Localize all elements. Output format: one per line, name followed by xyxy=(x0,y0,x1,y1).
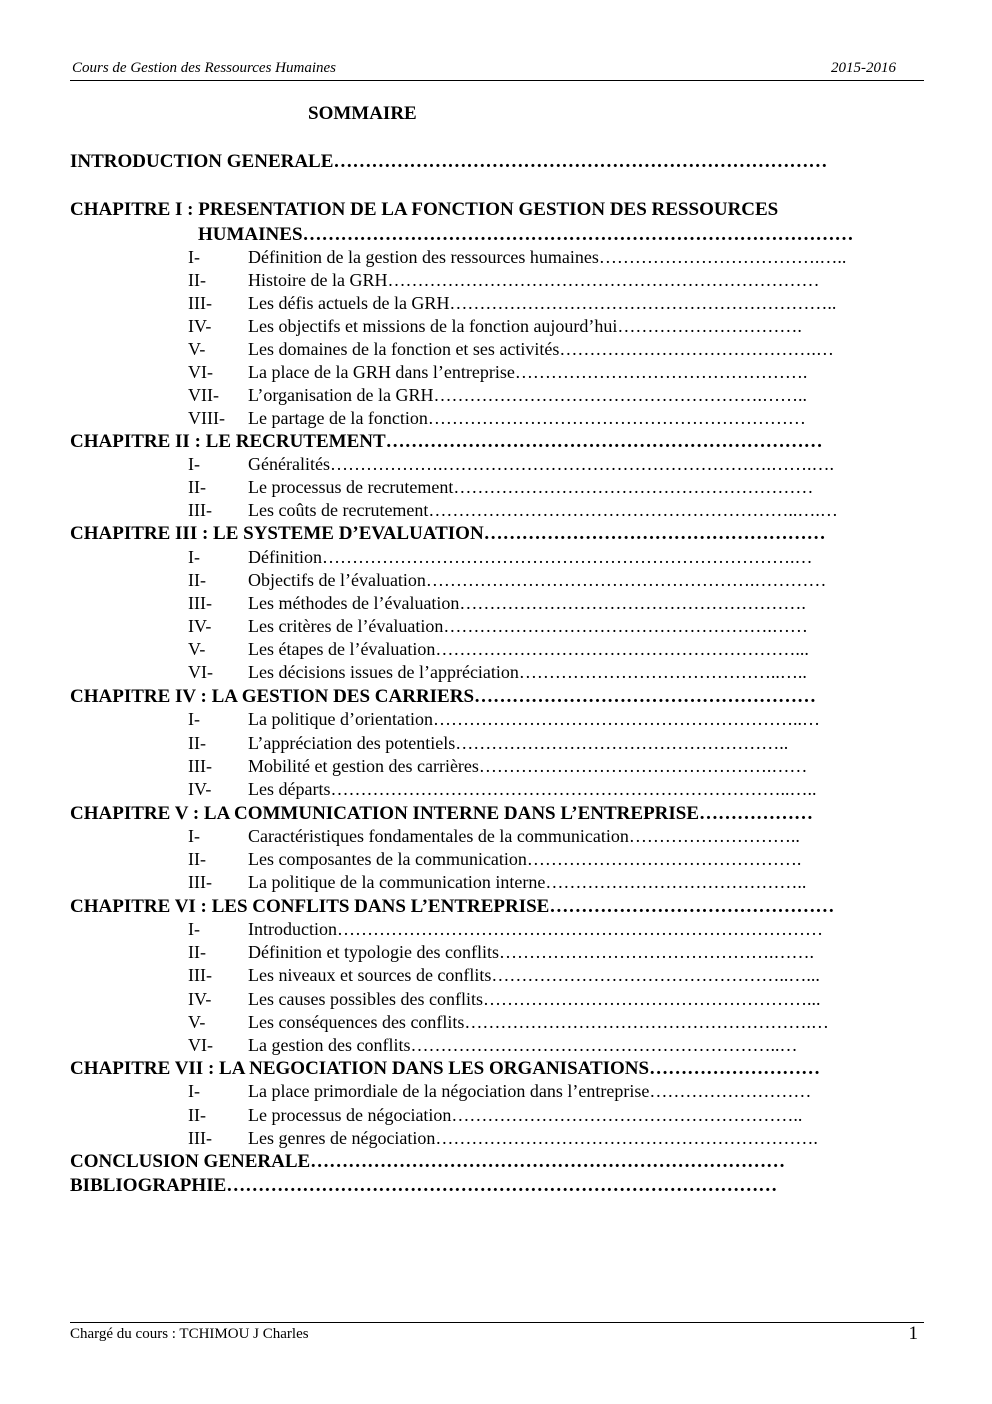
toc-section xyxy=(188,476,900,499)
toc-chapter-5: CHAPITRE V : LA COMMUNICATION INTERNE DANS L’ENTREPRISE……………… xyxy=(70,803,814,824)
toc-section xyxy=(188,1034,900,1057)
section-title: Les départs…………………………………………………………………..….. xyxy=(248,779,817,799)
section-number: III- xyxy=(188,1128,212,1148)
toc-introduction: INTRODUCTION GENERALE…………………………………………………………………… xyxy=(70,151,828,172)
toc-section xyxy=(188,732,900,755)
section-number: III- xyxy=(188,593,212,613)
section-title: Définition et typologie des conflits……………………………………….……. xyxy=(248,942,814,962)
section-title: Objectifs de l’évaluation……………………………………………….………… xyxy=(248,570,827,590)
section-number: II- xyxy=(188,1105,206,1125)
toc-conclusion: CONCLUSION GENERALE………………………………………………………………… xyxy=(70,1151,786,1172)
section-title: Les décisions issues de l’appréciation……………………………………..….. xyxy=(248,662,807,682)
section-number: II- xyxy=(188,733,206,753)
toc-section xyxy=(188,825,900,848)
toc-section xyxy=(188,1080,900,1103)
section-number: I- xyxy=(188,454,200,474)
section-number: VI- xyxy=(188,362,213,382)
section-title: Caractéristiques fondamentales de la communication……………………….. xyxy=(248,826,800,846)
toc-section xyxy=(188,755,900,778)
section-number: VIII- xyxy=(188,408,225,428)
section-number: I- xyxy=(188,247,200,267)
toc-section xyxy=(188,338,900,361)
toc-section xyxy=(188,361,900,384)
toc-section xyxy=(188,384,900,407)
section-number: IV- xyxy=(188,779,212,799)
toc-chapter-7: CHAPITRE VII : LA NEGOCIATION DANS LES ORGANISATIONS……………………… xyxy=(70,1058,821,1079)
page-number: 1 xyxy=(908,1323,918,1344)
academic-year: 2015-2016 xyxy=(831,60,896,76)
section-title: Les causes possibles des conflits………………………………………………... xyxy=(248,989,821,1009)
section-number: V- xyxy=(188,339,206,359)
section-number: IV- xyxy=(188,316,212,336)
section-title: Définition…………………………………………………………………….… xyxy=(248,547,813,567)
section-title: Les niveaux et sources de conflits…………………………………………..…... xyxy=(248,965,820,985)
toc-chapter-1-line-2: HUMAINES…………………………………………………………………………… xyxy=(198,224,854,245)
section-title: Histoire de la GRH……………………………………………………………… xyxy=(248,270,820,290)
section-number: III- xyxy=(188,756,212,776)
section-number: I- xyxy=(188,919,200,939)
toc-chapter-2: CHAPITRE II : LE RECRUTEMENT…………………………………………………………… xyxy=(70,431,823,452)
section-title: Les objectifs et missions de la fonction aujourd’hui…………………………. xyxy=(248,316,802,336)
section-number: II- xyxy=(188,942,206,962)
toc-chapter-6: CHAPITRE VI : LES CONFLITS DANS L’ENTREPRISE……………………………………… xyxy=(70,896,835,917)
toc-section xyxy=(188,1127,900,1150)
toc-section xyxy=(188,546,900,569)
section-number: V- xyxy=(188,1012,206,1032)
toc-section xyxy=(188,592,900,615)
toc-section xyxy=(188,1104,900,1127)
toc-section xyxy=(188,708,900,731)
toc-section xyxy=(188,964,900,987)
section-title: Généralités……………….……………………………………………….…….…. xyxy=(248,454,834,474)
toc-chapter-3: CHAPITRE III : LE SYSTEME D’EVALUATION……………………………………………… xyxy=(70,523,826,544)
toc-section xyxy=(188,499,900,522)
section-title: Définition de la gestion des ressources humaines……………………………….….. xyxy=(248,247,847,267)
section-number: II- xyxy=(188,270,206,290)
toc-bibliography: BIBLIOGRAPHIE…………………………………………………………………………… xyxy=(70,1175,778,1196)
page-title: SOMMAIRE xyxy=(308,103,417,124)
section-number: I- xyxy=(188,826,200,846)
instructor-name: Chargé du cours : TCHIMOU J Charles xyxy=(70,1326,309,1342)
toc-section xyxy=(188,848,900,871)
section-title: La politique d’orientation……………………………………………………..… xyxy=(248,709,820,729)
toc-section xyxy=(188,269,900,292)
section-number: IV- xyxy=(188,616,212,636)
toc-chapter-1-line-1: CHAPITRE I : PRESENTATION DE LA FONCTION GESTION DES RESSOURCES xyxy=(70,199,779,220)
toc-section xyxy=(188,778,900,801)
section-title: Le processus de négociation………………………………………………….. xyxy=(248,1105,803,1125)
section-title: La place primordiale de la négociation dans l’entreprise……………………… xyxy=(248,1081,812,1101)
section-title: Les défis actuels de la GRH……………………………………………………….. xyxy=(248,293,837,313)
toc-section xyxy=(188,638,900,661)
section-title: Les conséquences des conflits………………………………………………….… xyxy=(248,1012,829,1032)
section-number: III- xyxy=(188,965,212,985)
section-title: La gestion des conflits……………………………………………………..… xyxy=(248,1035,798,1055)
section-title: Le partage de la fonction……………………………………………………… xyxy=(248,408,806,428)
section-number: VII- xyxy=(188,385,219,405)
toc-section xyxy=(188,292,900,315)
section-title: Les domaines de la fonction et ses activités…………………………………….… xyxy=(248,339,834,359)
section-number: III- xyxy=(188,293,212,313)
page-header xyxy=(70,58,924,81)
section-title: L’appréciation des potentiels……………………………………………….. xyxy=(248,733,789,753)
section-title: Les méthodes de l’évaluation…………………………………………………. xyxy=(248,593,806,613)
section-title: Introduction……………………………………………………………………… xyxy=(248,919,823,939)
section-number: I- xyxy=(188,547,200,567)
section-title: La place de la GRH dans l’entreprise…………………………………………. xyxy=(248,362,808,382)
toc-section xyxy=(188,246,900,269)
course-title: Cours de Gestion des Ressources Humaines xyxy=(72,60,337,76)
toc-section xyxy=(188,1011,900,1034)
toc-section xyxy=(188,661,900,684)
section-number: I- xyxy=(188,709,200,729)
section-number: II- xyxy=(188,849,206,869)
section-number: II- xyxy=(188,477,206,497)
section-title: Les étapes de l’évaluation……………………………………………………... xyxy=(248,639,809,659)
section-title: Le processus de recrutement…………………………………………………… xyxy=(248,477,814,497)
section-number: II- xyxy=(188,570,206,590)
toc-chapter-4: CHAPITRE IV : LA GESTION DES CARRIERS……………………………………………… xyxy=(70,686,817,707)
section-number: III- xyxy=(188,872,212,892)
section-title: Les coûts de recrutement……………………………………………………..….… xyxy=(248,500,838,520)
toc-section xyxy=(188,569,900,592)
section-number: VI- xyxy=(188,1035,213,1055)
toc-section xyxy=(188,615,900,638)
toc-section xyxy=(188,918,900,941)
toc-section xyxy=(188,407,900,430)
page-footer xyxy=(70,1322,924,1344)
section-title: Mobilité et gestion des carrières………………………………………….…… xyxy=(248,756,808,776)
section-number: V- xyxy=(188,639,206,659)
toc-section xyxy=(188,871,900,894)
section-title: L’organisation de la GRH……………………………………………….…….. xyxy=(248,385,807,405)
toc-section xyxy=(188,941,900,964)
section-title: La politique de la communication interne…………………………………….. xyxy=(248,872,807,892)
section-number: VI- xyxy=(188,662,213,682)
section-number: IV- xyxy=(188,989,212,1009)
toc-section xyxy=(188,315,900,338)
section-title: Les composantes de la communication………………………………………. xyxy=(248,849,802,869)
section-number: III- xyxy=(188,500,212,520)
toc-section xyxy=(188,988,900,1011)
section-number: I- xyxy=(188,1081,200,1101)
section-title: Les critères de l’évaluation……………………………………………….…… xyxy=(248,616,808,636)
section-title: Les genres de négociation………………………………………………………. xyxy=(248,1128,818,1148)
toc-section xyxy=(188,453,900,476)
